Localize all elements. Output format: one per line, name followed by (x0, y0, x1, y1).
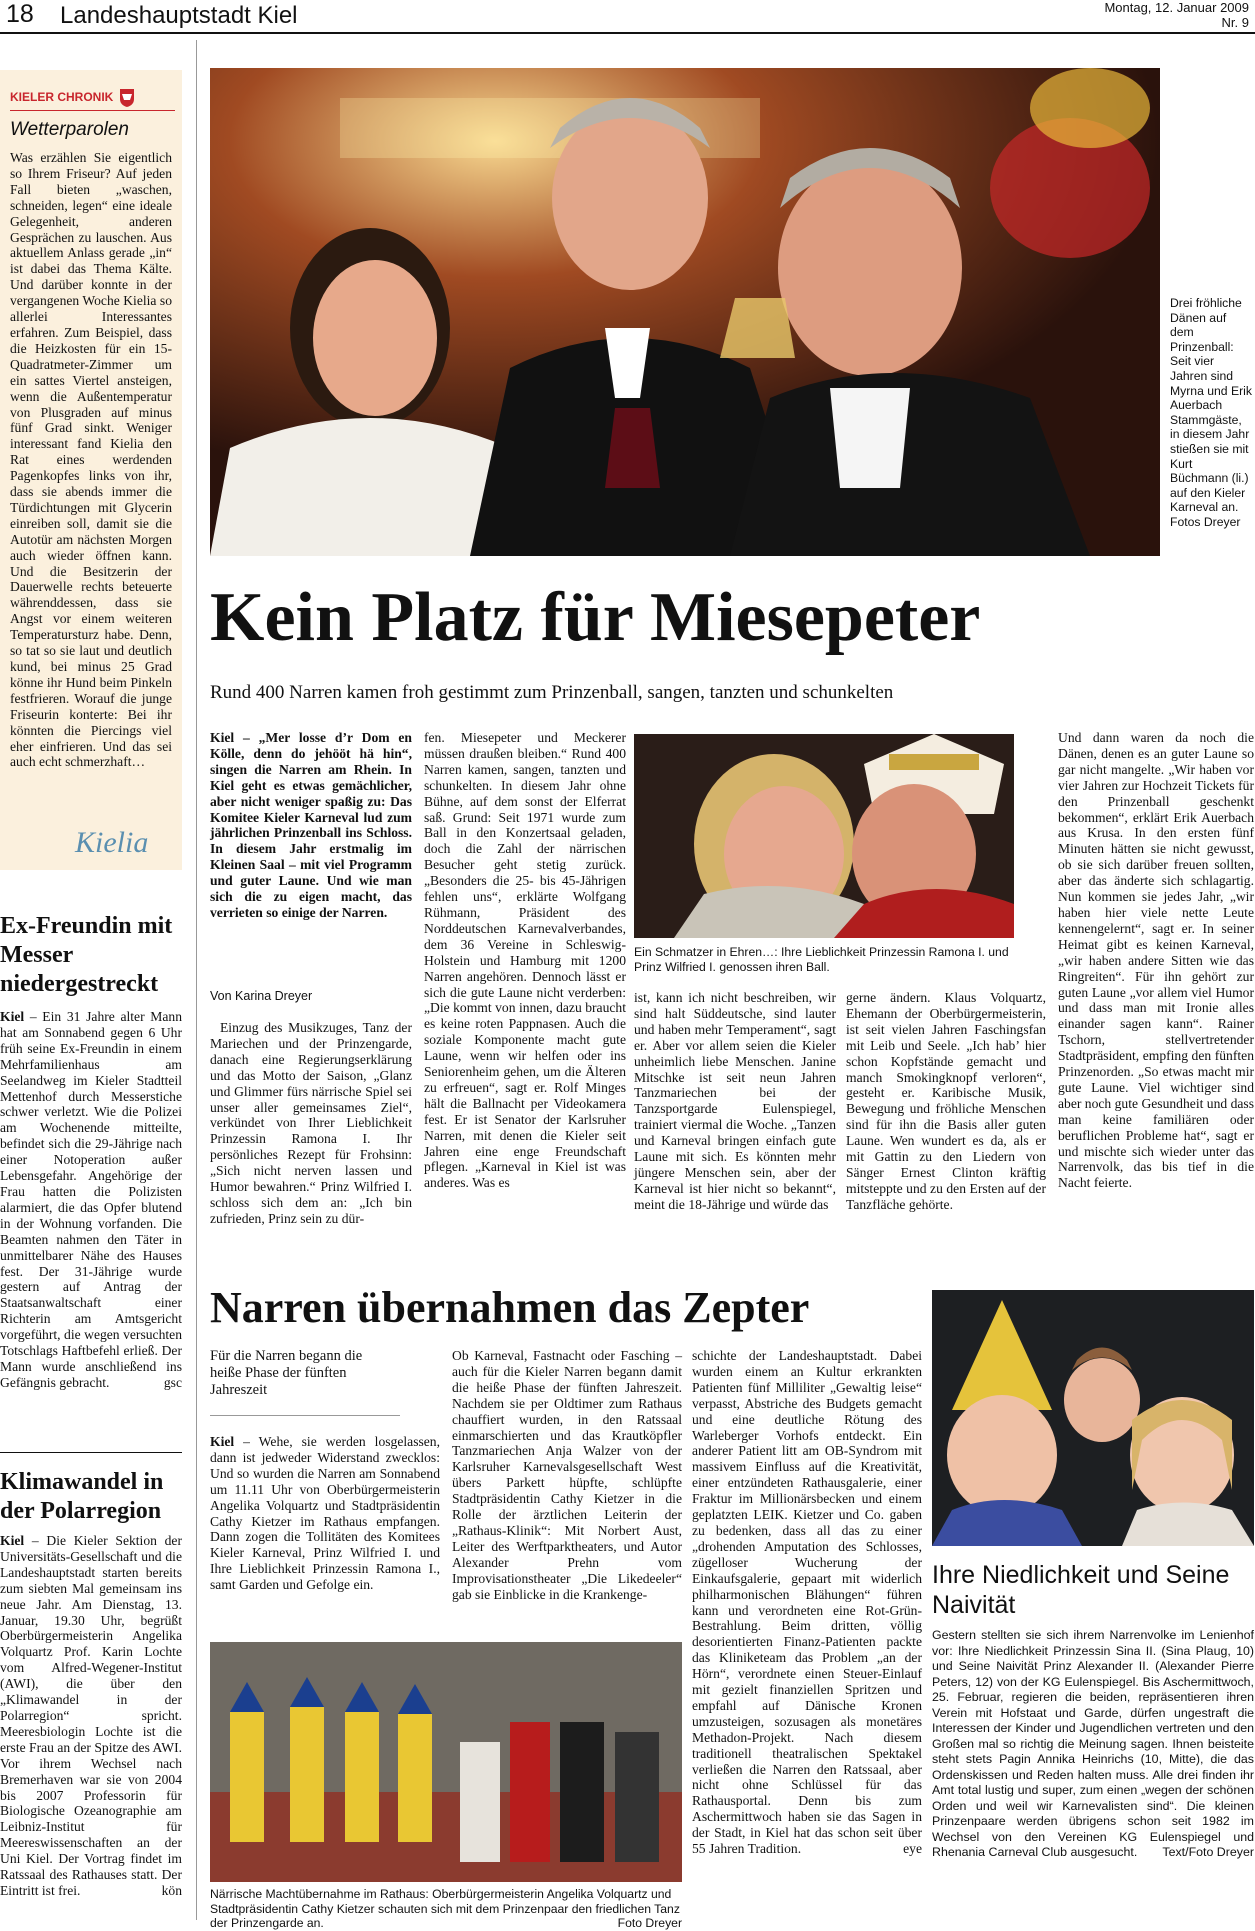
zepter-headline: Narren übernahmen das Zepter (210, 1283, 810, 1332)
klima-headline: Klimawandel in der Polarregion (0, 1469, 164, 1524)
zepter-col1 (210, 1434, 440, 1630)
zepter-photo-caption (210, 1887, 682, 1931)
klima-body: – Die Kieler Sektion der Universitäts-Gesellschaft und die Landeshauptstadt starten bereits zum siebten Mal gemeinsam ins neue Jahr. Am Dienstag, 13. Januar, 19.30 Uhr, begrüßt Oberbürgermeisterin Angelika Volquartz Prof. Karin Lochte vom Alfred-Wegener-Institut (AWI), die über den „Klimawandel in der Polarregion“ spricht. Meeresbiologin Lochte ist die erste Frau an der Spitze des AWI. Vor ihrem Wechsel nach Bremerhaven war sie von 2004 bis 2007 Professorin für Biologische Ozeanographie am Leibniz-Institut für Meereswissenschaften an der Uni Kiel. Der Vortrag findet im Ratssaal des Rathauses statt. Der Eintritt ist frei. (0, 1533, 182, 1898)
top-photo-caption (1170, 296, 1252, 556)
ex-freundin-text (0, 1009, 182, 1430)
main-col2: fen. Miesepeter und Meckerer müssen draußen bleiben.“ Rund 400 Narren kamen, sangen, tanzten und schunkelten. In diesem Jahr ohne Bühne, auf dem sonst der Elferrat saß. Grund: Seit 1971 wurde zum Ball in den Konzertsaal geladen, doch die Zahl der närrischen Besucher geht stetig zurück. „Besonders die 25- bis 45-Jährigen fehlen uns“, erklärte Wolfgang Rühmann, Präsident des Norddeutschen Karnevalverbandes, dem 36 Vereine in Schleswig-Holstein und Hamburg mit 1200 Narren angehören. Dennoch lässt er sich die gute Laune nicht verderben: „Die kommt von innen, dazu braucht es keine roten Pappnasen. Auch die soziale Komponente macht gute Laune, wenn wir helfen oder ins Seniorenheim gehen, um die Älteren zu erfreuen“, sagt er. Rolf Minges hält die Ballnacht per Videokamera fest. Er ist Senator der Karlsruher Narren, mit denen die Kieler seit Jahren eine enge Freundschaft pflegen. „Karneval in Kiel ist was anderes. Was es (424, 730, 626, 1191)
main-lead: Kiel – „Mer losse d’r Dom en Kölle, denn do jehööt hä hin“, singen die Narren am Rhein. In Kiel geht es etwas gemächlicher, aber nicht weniger spaßig zu: Das Komitee Kieler Karneval lud zum jährlichen Prinzenball ins Schloss. In diesem Jahr erstmalig im Kleinen Saal – mit viel Programm und guter Laune. Und wie man sich die zu eigen macht, das verrieten so einige der Narren. (210, 730, 412, 920)
ex-freundin-rule (0, 1452, 182, 1453)
zepter-col3 (692, 1348, 922, 1918)
chronik-title: Wetterparolen (10, 119, 129, 140)
zepter-photo-caption-text: Närrische Machtübernahme im Rathaus: Oberbürgermeisterin Angelika Volquartz und Stadtpräsidentin Cathy Kietzer schauten sich mit dem Prinzenpaar den friedlichen Tanz der Prinzengarde an. (210, 1887, 680, 1931)
issue-number: Nr. 9 (1221, 15, 1249, 30)
header-rule (0, 32, 1255, 34)
chronik-text: Was erzählen Sie eigentlich so Ihrem Friseur? Auf jeden Fall bieten „waschen, schneiden, legen“ eine ideale Gelegenheit, anderen Gesprächen zu lauschen. Aus aktuellem Anlass gerade „in“ ist dabei das Thema Kälte. Und darüber konnte in der vergangenen Woche Kielia so allerlei Interessantes erfahren. Zum Beispiel, dass die Heizkosten für ein 15-Quadratmeter-Zimmer um ein sattes Viertel ansteigen, wenn die Außentemperatur von Plusgraden auf minus fünf Grad sinkt. Weniger interessant fand Kielia den Rat eines werdenden Pagenkopfes links von ihr, dass sie abends immer die Türdichtungen mit Glycerin einreiben soll, damit sie die Autotür am nächsten Morgen auch wieder öffnen kann. Und die Besitzerin der Dauerwelle rechts beteuerte währenddessen, dass sie Angst vor einem weiteren Temperatursturz habe. Denn, so tat so sie laut und deutlich kund, bei minus 25 Grad könne ihr Hund beim Pinkeln festfrieren. Worauf die junge Friseurin konterte: Bei ihr könnten die Piercings viel eher einfrieren. Und das sei auch echt schmerzhaft… (10, 150, 172, 770)
kids-headline: Ihre Niedlichkeit und Seine Naivität (932, 1561, 1230, 1619)
ex-freundin-body: – Ein 31 Jahre alter Mann hat am Sonnabend gegen 6 Uhr früh seine Ex-Freundin in einem Mehrfamilienhaus am Seelandweg im Kieler Stadtteil Mettenhof durch Messerstiche schwer verletzt. Wie die Polizei am Wochenende mitteilte, befindet sich die 29-Jährige nach einer Notoperation außer Lebensgefahr. Angehörige der Frau hatten die Polizisten alarmiert, die das Opfer blutend in der Wohnung vorfanden. Die Beamten nahmen den Täter in unmittelbarer Nähe des Hauses fest. Der 31-Jährige wurde gestern auf Antrag der Staatsanwaltschaft einer Richterin am Amtsgericht vorgeführt, die wegen versuchten Totschlags Haftbefehl erließ. Der Mann wurde anschließend ins Gefängnis gebracht. (0, 1009, 182, 1390)
ex-freundin-author: gsc (163, 1374, 182, 1390)
ex-freundin-headline: Ex-Freundin mit Messer niedergestreckt (0, 913, 173, 997)
top-photo-credit: Fotos Dreyer (1170, 514, 1241, 529)
chronik-logo-text: KIELER CHRONIK (10, 90, 114, 104)
zepter-subhead: Für die Narren begann die heiße Phase der fünften Jahreszeit (210, 1348, 363, 1398)
kids-credit: Text/Foto Dreyer (1162, 1845, 1254, 1859)
main-col1: Einzug des Musikzuges, Tanz der Mariechen und der Prinzengarde, danach eine Regierungserklärung und das Motto der Saison, „Glanz und Glimmer fürs närrische Spiel sei unser aller gemeinsames Ziel“, verkündet von Ihrer Lieblichkeit Prinzessin Ramona I. Ihr persönliches Rezept für Frohsinn: „Sich nicht nerven lassen und Humor bewahren.“ Prinz Wilfried I. schloss sich dem an: „Ich bin zufrieden, Prinz sein zu dür- (210, 1020, 412, 1226)
zepter-subhead-rule (210, 1415, 400, 1416)
page-number: 18 (6, 0, 34, 28)
main-col5: Und dann waren da noch die Dänen, denen es an guter Laune so gar nicht mangelte. „Wir haben vor vier Jahren zur Hochzeit Tickets für den Prinzenball geschenkt bekommen“, erklärt Erik Auerbach aus Krusa. In den ersten fünf Minuten hätten sie nicht gewusst, ob sie sich darüber freuen sollten, aber das änderte sich schlagartig. Nun kommen sie jedes Jahr, „wir haben hier viele nette Leute kennengelernt“, sagt er. In seiner Heimat gibt es keinen Karneval, „wir haben andere Sitten wie das Ringreiten“. Für ihn gehört zur guten Laune „vor allem viel Humor und dass man mit Ironie alles einander sagen kann“. Rainer Tschorn, stellvertretender Stadtpräsident, empfing den fünften Prinzenorden. „So etwas macht mir gute Laune. Viel wichtiger sind aber noch gute Gesundheit und dass man keine familiären oder beruflichen Probleme hat“, sagt er und mischte sich wieder unter das Narrenvolk, das bis tief in die Nacht feierte. (1058, 730, 1254, 1191)
main-subhead: Rund 400 Narren kamen froh gestimmt zum Prinzenball, sangen, tanzten und schunkelten (210, 682, 894, 703)
klima-author: kön (161, 1882, 182, 1898)
issue-date: Montag, 12. Januar 2009 (1104, 0, 1249, 15)
chronik-logo (10, 86, 175, 108)
zepter-col3-body: schichte der Landeshauptstadt. Dabei wurden einem an Kultur erkrankten Patienten fünf Milliliter „Gewaltig leise“ verpasst, Abstriche des Budgets gemacht und eine deutliche Rötung des Warleberger Vorhofs entdeckt. Ein anderer Patient litt am OB-Syndrom mit massivem Einfluss auf die Kreativität, einer entzündeten Rathausgalerie, einer Fraktur im Millionärsbecken und einem geplatzten LEIK. Kietzer und Co. gaben zu bedenken, dass all das zu einer „drohenden Amputation des Schlosses, zügelloser Wucherung der Einkaufsgalerie, gepaart mit widerlich philharmonischen Blähungen“ führen kann und verordneten eine Rot-Grün-Bestrahlung. Beim dritten, völlig desorientierten Finanz-Patienten packte das Kliniketeam das Problem „an der Hörn“, verordnete einen Steuer-Einlauf mit gezielt finanziellen Spritzen und empfahl auf Dänische Kronen umzusteigen, sozusagen als monetäres Methadon-Projekt. Nach diesem traditionell theatralischen Spektakel verließen die Narren den Ratssaal, aber nicht ohne Schlüssel für das Rathausportal. Denn bis zum Aschermittwoch haben sie das Sagen in der Stadt, in Kiel hat das schon seit über 55 Jahren Tradition. (692, 1348, 922, 1857)
top-photo-danes (210, 68, 1160, 556)
chronik-signature: Kielia (75, 826, 149, 859)
kiss-photo (634, 734, 1014, 938)
main-headline: Kein Platz für Miesepeter (210, 579, 981, 656)
zepter-col2: Ob Karneval, Fastnacht oder Fasching – auch für die Kieler Narren begann damit die heiße Phase der fünften Jahreszeit. Nachdem sie per Oldtimer zum Rathaus chauffiert wurden, in den Ratssaal einmarschierten und das Krautköpfler Tanzmariechen Anja Walzer von der Karlsruher Karnevalsgesellschaft West übers Parkett hüpfte, schlüpfte Stadtpräsidentin Cathy Kietzer in die Rolle der ärztlichen Leiterin der „Rathaus-Klinik“: Mit Norbert Aust, Leiter des Werftparktheaters, und Autor Alexander Prehn vom Improvisationstheater „Die Likedeeler“ gab sie Einblicke in die Krankenge- (452, 1348, 682, 1602)
section-title: Landeshauptstadt Kiel (60, 2, 298, 29)
klima-text (0, 1533, 182, 1918)
zepter-col3-author: eye (903, 1841, 922, 1857)
klima-lead: Kiel (0, 1533, 25, 1548)
left-column-rule (196, 40, 197, 1920)
kiel-crest-icon (119, 88, 135, 108)
main-col3: ist, kann ich nicht beschreiben, wir sind halt Süddeutsche, sind lauter und haben mehr Temperament“, sagt er. Aber vor allem seien die Kieler unheimlich liebe Menschen. Janine Mitschke ist seit neun Jahren Tanzmariechen bei der Tanzsportgarde Eulenspiegel, trainiert viermal die Woche. „Tanzen und Karneval bringen einfach gute Laune mit sich. Es könnten mehr jüngere Menschen sein, aber der Karneval ist hier nicht so bekannt“, meint die 18-Jährige und würde das (634, 990, 836, 1212)
kids-text (932, 1628, 1254, 1918)
zepter-photo (210, 1642, 682, 1882)
chronik-logo-rule (10, 110, 175, 111)
ex-freundin-lead: Kiel (0, 1009, 25, 1024)
top-photo-caption-text: Drei fröhliche Dänen auf dem Prinzenball: Seit vier Jahren sind Myrna und Erik Auerbach Stammgäste, in diesem Jahr stießen sie mit Kurt Büchmann (li.) auf den Kieler Karneval an. (1170, 296, 1252, 515)
zepter-photo-credit: Foto Dreyer (617, 1916, 682, 1931)
kids-photo (932, 1290, 1254, 1546)
main-col4: gerne ändern. Klaus Volquartz, Ehemann der Oberbürgermeisterin, ist seit vielen Jahren Faschingsfan mit Leib und Seele. „Ich hab’ hier schon Kopfstände gemacht und manch Smokingknopf verloren“, gesteht er. Karibische Musik, Bewegung und fröhliche Menschen sind für ihn die Basis aller guten Laune. Wen wundert es da, als er mit Gattin zu den Liedern von Sänger Ernest Clinton kräftig mitsteppte und zu den Ersten auf der Tanzfläche gehörte. (846, 990, 1046, 1212)
zepter-col1-body: – Wehe, sie werden losgelassen, dann ist jedweder Widerstand zwecklos: Und so wurden die Narren am Sonnabend um 11.11 Uhr von Oberbürgermeisterin Angelika Volquartz und Stadtpräsidentin Cathy Kietzer im Rathaus empfangen. Dann zogen die Tollitäten des Komitees Kieler Karneval, Prinz Wilfried I. und Ihre Lieblichkeit Prinzessin Ramona I., samt Garden und Gefolge ein. (210, 1434, 440, 1593)
kids-body: Gestern stellten sie sich ihrem Narrenvolke im Lenienhof vor: Ihre Niedlichkeit Prinzessin Sina II. (Sina Plaug, 10) und Seine Naivität Prinz Alexander II. (Alexander Pierre Peters, 12) von der KG Eulenspiegel. Bis Aschermittwoch, 25. Februar, regieren die beiden, repräsentieren ihren Verein mit Hofstaat und Garde, dürfen ungestraft die Interessen der Kinder und Jugendlichen vertreten und den Großen mal so richtig die Meinung sagen. Ihnen beisteite steht stets Pagin Annika Heinrichs (10, Mitte), die das Ordenskissen und Reden halten muss. Alle drei finden ihr Amt total lustig und super, zum einen „wegen der schönen Orden und weil wir Karnevalisten sind“. Die kleinen Prinzenpaare werden übrigens schon seit 1982 im Wechsel von den Vereinen KG Eulenspiegel und Rhenania Carneval Club ausgesucht. (932, 1628, 1254, 1859)
zepter-lead: Kiel (210, 1434, 235, 1449)
main-byline: Von Karina Dreyer (210, 989, 313, 1003)
kiss-photo-caption: Ein Schmatzer in Ehren…: Ihre Lieblichkeit Prinzessin Ramona I. und Prinz Wilfried I. genossen ihren Ball. (634, 945, 1009, 974)
